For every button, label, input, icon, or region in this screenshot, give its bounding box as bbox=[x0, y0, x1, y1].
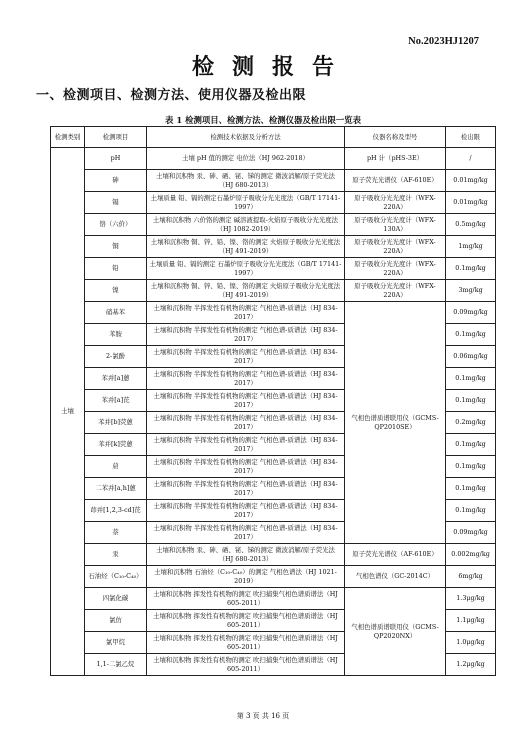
item-cell: 汞 bbox=[85, 544, 147, 566]
limit-cell: 0.01mg/kg bbox=[446, 170, 496, 192]
item-cell: 铅 bbox=[85, 258, 147, 280]
section-heading: 一、检测项目、检测方法、使用仪器及检出限 bbox=[36, 88, 307, 103]
method-cell: 土壤和沉积物 半挥发性有机物的测定 气相色谱-质谱法（HJ 834-2017） bbox=[147, 368, 345, 390]
method-cell: 土壤质量 铅、镉的测定 石墨炉原子吸收分光光度法（GB/T 17141-1997） bbox=[147, 258, 345, 280]
method-cell: 土壤质量 铅、镉的测定石墨炉原子吸收分光光度法（GB/T 17141-1997） bbox=[147, 192, 345, 214]
method-cell: 土壤和沉积物 铜、锌、铅、镍、铬的测定 火焰原子吸收分光光度法（HJ 491-2019） bbox=[147, 280, 345, 302]
method-cell: 土壤和沉积物 汞、砷、硒、铋、锑的测定 微波消解/原子荧光法（HJ 680-2013） bbox=[147, 170, 345, 192]
method-cell: 土壤和沉积物 半挥发性有机物的测定 气相色谱-质谱法（HJ 834-2017） bbox=[147, 302, 345, 324]
header-instrument: 仪器名称及型号 bbox=[345, 127, 446, 148]
table-row bbox=[51, 214, 496, 236]
instrument-cell: 原子吸收分光光度计（WFX-130A） bbox=[345, 214, 446, 236]
method-cell: 土壤和沉积物 半挥发性有机物的测定 气相色谱-质谱法（HJ 834-2017） bbox=[147, 456, 345, 478]
limit-cell: 0.1mg/kg bbox=[446, 478, 496, 500]
item-cell: 苯并[k]荧蒽 bbox=[85, 434, 147, 456]
limit-cell: 0.1mg/kg bbox=[446, 368, 496, 390]
item-cell: 二苯并[a,h]蒽 bbox=[85, 478, 147, 500]
item-cell: 氯仿 bbox=[85, 610, 147, 632]
item-cell: 2-氯酚 bbox=[85, 346, 147, 368]
instrument-cell: 原子吸收分光光度计（WFX-220A） bbox=[345, 280, 446, 302]
limit-cell: 1.3μg/kg bbox=[446, 588, 496, 610]
limit-cell: 1.1μg/kg bbox=[446, 610, 496, 632]
method-cell: 土壤和沉积物 半挥发性有机物的测定 气相色谱-质谱法（HJ 834-2017） bbox=[147, 324, 345, 346]
report-number: No.2023HJ1207 bbox=[408, 36, 479, 47]
limit-cell: 0.06mg/kg bbox=[446, 346, 496, 368]
method-cell: 土壤和沉积物 石油烃（C₁₀-C₄₀）的测定 气相色谱法（HJ 1021-2019） bbox=[147, 566, 345, 588]
table-row bbox=[51, 236, 496, 258]
instrument-cell: pH 计（pHS-3E） bbox=[345, 148, 446, 170]
table-caption: 表 1 检测项目、检测方法、检测仪器及检出限一览表 bbox=[165, 115, 361, 125]
limit-cell: 1.2μg/kg bbox=[446, 654, 496, 676]
limit-cell: 0.1mg/kg bbox=[446, 500, 496, 522]
table-row bbox=[51, 148, 496, 170]
limit-cell: 3mg/kg bbox=[446, 280, 496, 302]
header-limit: 检出限 bbox=[446, 127, 496, 148]
method-cell: 土壤和沉积物 半挥发性有机物的测定 气相色谱-质谱法（HJ 834-2017） bbox=[147, 390, 345, 412]
limit-cell: 0.09mg/kg bbox=[446, 302, 496, 324]
item-cell: 苯并[a]蒽 bbox=[85, 368, 147, 390]
item-cell: 铬（六价） bbox=[85, 214, 147, 236]
instrument-cell: 气相色谱仪（GC-2014C） bbox=[345, 566, 446, 588]
item-cell: 铜 bbox=[85, 236, 147, 258]
item-cell: 䓛 bbox=[85, 456, 147, 478]
table-row bbox=[51, 280, 496, 302]
limit-cell: 1mg/kg bbox=[446, 236, 496, 258]
instrument-cell: 原子吸收分光光度计（WFX-220A） bbox=[345, 236, 446, 258]
method-cell: 土壤和沉积物 挥发性有机物的测定 吹扫捕集气相色谱质谱法（HJ 605-2011） bbox=[147, 654, 345, 676]
method-cell: 土壤和沉积物 半挥发性有机物的测定 气相色谱-质谱法（HJ 834-2017） bbox=[147, 500, 345, 522]
item-cell: 石油烃（C₁₀-C₄₀） bbox=[85, 566, 147, 588]
item-cell: 镉 bbox=[85, 192, 147, 214]
item-cell: 硝基苯 bbox=[85, 302, 147, 324]
table-row bbox=[51, 302, 496, 324]
method-cell: 土壤 pH 值的测定 电位法（HJ 962-2018） bbox=[147, 148, 345, 170]
item-cell: 砷 bbox=[85, 170, 147, 192]
method-cell: 土壤和沉积物 六价铬的测定 碱溶液提取-火焰原子吸收分光光度法（HJ 1082-2019） bbox=[147, 214, 345, 236]
header-category: 检测类别 bbox=[51, 127, 85, 148]
limit-cell: 6mg/kg bbox=[446, 566, 496, 588]
method-cell: 土壤和沉积物 半挥发性有机物的测定 气相色谱-质谱法（HJ 834-2017） bbox=[147, 522, 345, 544]
limit-cell: 1.0μg/kg bbox=[446, 632, 496, 654]
limit-cell: 0.1mg/kg bbox=[446, 434, 496, 456]
item-cell: 苯胺 bbox=[85, 324, 147, 346]
method-cell: 土壤和沉积物 半挥发性有机物的测定 气相色谱-质谱法（HJ 834-2017） bbox=[147, 412, 345, 434]
limit-cell: 0.09mg/kg bbox=[446, 522, 496, 544]
table-row bbox=[51, 566, 496, 588]
limit-cell: 0.2mg/kg bbox=[446, 412, 496, 434]
item-cell: 苯并[b]荧蒽 bbox=[85, 412, 147, 434]
method-cell: 土壤和沉积物 挥发性有机物的测定 吹扫捕集气相色谱质谱法（HJ 605-2011） bbox=[147, 588, 345, 610]
table-row bbox=[51, 258, 496, 280]
page-title: 检测报告 bbox=[191, 54, 352, 80]
category-cell: 土壤 bbox=[51, 148, 85, 676]
method-cell: 土壤和沉积物 半挥发性有机物的测定 气相色谱-质谱法（HJ 834-2017） bbox=[147, 346, 345, 368]
item-cell: 镍 bbox=[85, 280, 147, 302]
instrument-cell: 原子吸收分光光度计（WFX-220A） bbox=[345, 192, 446, 214]
table-row bbox=[51, 588, 496, 610]
limit-cell: 0.01mg/kg bbox=[446, 192, 496, 214]
table-row bbox=[51, 544, 496, 566]
item-cell: 茚并[1,2,3-cd]芘 bbox=[85, 500, 147, 522]
instrument-cell: 原子吸收分光光度计（WFX-220A） bbox=[345, 258, 446, 280]
page-footer: 第 3 页 共 16 页 bbox=[236, 712, 290, 720]
limit-cell: 0.1mg/kg bbox=[446, 456, 496, 478]
item-cell: 氯甲烷 bbox=[85, 632, 147, 654]
detection-table bbox=[50, 126, 496, 676]
item-cell: 苯并[a]芘 bbox=[85, 390, 147, 412]
limit-cell: 0.5mg/kg bbox=[446, 214, 496, 236]
method-cell: 土壤和沉积物 铜、锌、铅、镍、铬的测定 火焰原子吸收分光光度法（HJ 491-2019） bbox=[147, 236, 345, 258]
limit-cell: 0.1mg/kg bbox=[446, 390, 496, 412]
method-cell: 土壤和沉积物 挥发性有机物的测定 吹扫捕集气相色谱质谱法（HJ 605-2011） bbox=[147, 610, 345, 632]
table-row bbox=[51, 170, 496, 192]
method-cell: 土壤和沉积物 半挥发性有机物的测定 气相色谱-质谱法（HJ 834-2017） bbox=[147, 478, 345, 500]
item-cell: 四氯化碳 bbox=[85, 588, 147, 610]
header-item: 检测项目 bbox=[85, 127, 147, 148]
item-cell: 1,1-二氯乙烷 bbox=[85, 654, 147, 676]
limit-cell: 0.002mg/kg bbox=[446, 544, 496, 566]
item-cell: pH bbox=[85, 148, 147, 170]
item-cell: 萘 bbox=[85, 522, 147, 544]
table-row bbox=[51, 192, 496, 214]
method-cell: 土壤和沉积物 汞、砷、硒、铋、锑的测定 微波消解/原子荧光法（HJ 680-2013） bbox=[147, 544, 345, 566]
table-header-row bbox=[51, 127, 496, 148]
limit-cell: 0.1mg/kg bbox=[446, 324, 496, 346]
method-cell: 土壤和沉积物 半挥发性有机物的测定 气相色谱-质谱法（HJ 834-2017） bbox=[147, 434, 345, 456]
instrument-cell: 原子荧光光谱仪（AF-610E） bbox=[345, 544, 446, 566]
method-cell: 土壤和沉积物 挥发性有机物的测定 吹扫捕集气相色谱质谱法（HJ 605-2011） bbox=[147, 632, 345, 654]
instrument-cell-gcms-voc: 气相色谱质谱联用仪（GCMS-QP2020NX） bbox=[345, 588, 446, 676]
instrument-cell: 原子荧光光谱仪（AF-610E） bbox=[345, 170, 446, 192]
limit-cell: / bbox=[446, 148, 496, 170]
instrument-cell-gcms-semi: 气相色谱质谱联用仪（GCMS-QP2010SE） bbox=[345, 302, 446, 544]
header-method: 检测技术依据及分析方法 bbox=[147, 127, 345, 148]
limit-cell: 0.1mg/kg bbox=[446, 258, 496, 280]
